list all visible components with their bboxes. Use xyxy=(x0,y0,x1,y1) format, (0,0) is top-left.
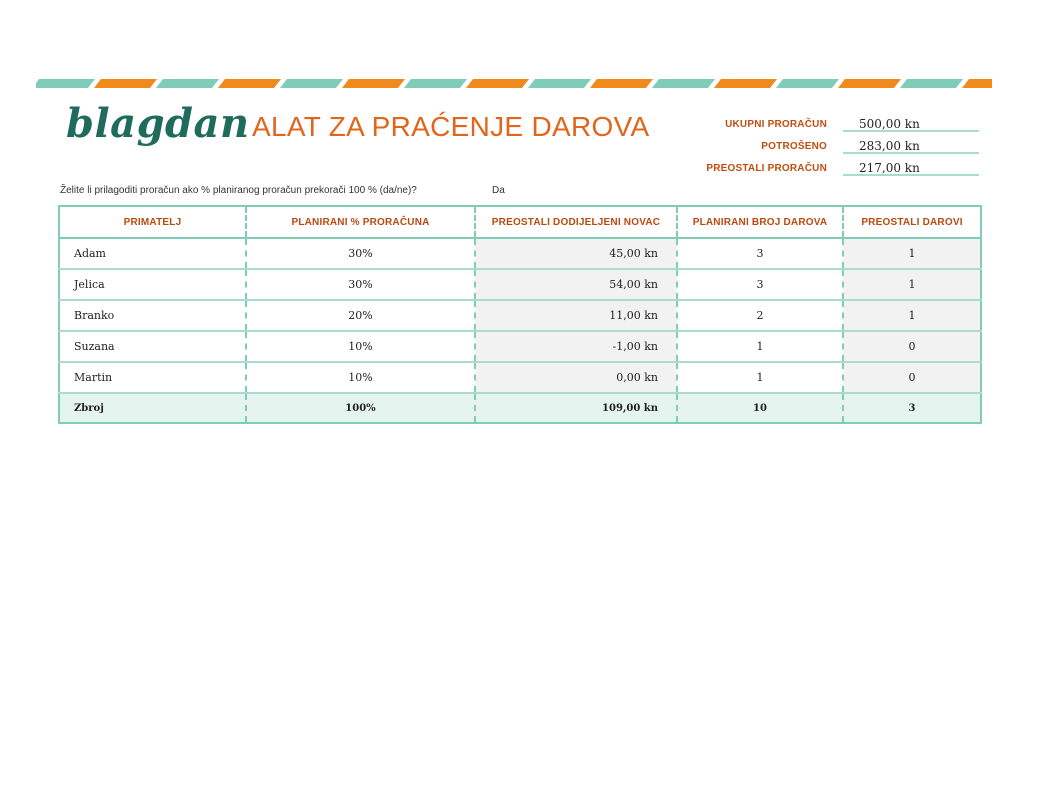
stripe-segment xyxy=(36,79,95,88)
stripe-segment xyxy=(94,79,157,88)
stripe-segment xyxy=(156,79,219,88)
table-total-row xyxy=(59,393,981,423)
remaining-gifts-cell: 1 xyxy=(843,300,981,331)
money-cell: -1,00 kn xyxy=(475,331,677,362)
table-row xyxy=(59,238,981,269)
total-money-cell: 109,00 kn xyxy=(475,393,677,423)
remaining-gifts-cell: 1 xyxy=(843,269,981,300)
planned-gifts-cell[interactable]: 2 xyxy=(677,300,843,331)
stripe-segment xyxy=(652,79,715,88)
recipient-cell[interactable]: Suzana xyxy=(59,331,246,362)
stripe-segment xyxy=(590,79,653,88)
planned-gifts-cell[interactable]: 3 xyxy=(677,238,843,269)
table-row xyxy=(59,362,981,393)
table-header-row xyxy=(59,206,981,238)
remaining-budget-field: 217,00 kn xyxy=(843,160,979,176)
budget-summary xyxy=(700,115,980,181)
remaining-gifts-cell: 0 xyxy=(843,362,981,393)
percent-cell[interactable]: 30% xyxy=(246,238,475,269)
money-cell: 0,00 kn xyxy=(475,362,677,393)
stripe-segment xyxy=(342,79,405,88)
stripe-segment xyxy=(218,79,281,88)
money-cell: 11,00 kn xyxy=(475,300,677,331)
stripe-segment xyxy=(776,79,839,88)
recipient-cell[interactable]: Martin xyxy=(59,362,246,393)
summary-row-remaining xyxy=(700,159,980,181)
decorative-stripe-banner xyxy=(36,79,992,88)
planned-gifts-cell[interactable]: 1 xyxy=(677,331,843,362)
money-cell: 54,00 kn xyxy=(475,269,677,300)
gift-tracker-table xyxy=(58,205,982,424)
column-header-planned-percent[interactable]: PLANIRANI % PRORAČUNA xyxy=(246,206,475,238)
summary-label: POTROŠENO xyxy=(761,141,827,152)
column-header-recipient[interactable]: PRIMATELJ xyxy=(59,206,246,238)
column-header-remaining-money[interactable]: PREOSTALI DODIJELJENI NOVAC xyxy=(475,206,677,238)
money-cell: 45,00 kn xyxy=(475,238,677,269)
remaining-gifts-cell: 1 xyxy=(843,238,981,269)
total-budget-field[interactable]: 500,00 kn xyxy=(843,116,979,132)
total-percent-cell: 100% xyxy=(246,393,475,423)
percent-cell[interactable]: 20% xyxy=(246,300,475,331)
summary-label: UKUPNI PRORAČUN xyxy=(725,119,827,130)
stripe-segment xyxy=(838,79,901,88)
total-remaining-gifts-cell: 3 xyxy=(843,393,981,423)
percent-cell[interactable]: 30% xyxy=(246,269,475,300)
page-title: ALAT ZA PRAĆENJE DAROVA xyxy=(252,111,650,142)
adjust-budget-answer-cell[interactable]: Da xyxy=(492,185,505,196)
column-header-planned-gifts[interactable]: PLANIRANI BROJ DAROVA xyxy=(677,206,843,238)
stripe-segment xyxy=(900,79,963,88)
spent-field: 283,00 kn xyxy=(843,138,979,154)
total-planned-gifts-cell: 10 xyxy=(677,393,843,423)
remaining-gifts-cell: 0 xyxy=(843,331,981,362)
summary-row-total-budget xyxy=(700,115,980,137)
stripe-segment xyxy=(714,79,777,88)
total-label-cell: Zbroj xyxy=(59,393,246,423)
percent-cell[interactable]: 10% xyxy=(246,362,475,393)
planned-gifts-cell[interactable]: 3 xyxy=(677,269,843,300)
table-row xyxy=(59,331,981,362)
planned-gifts-cell[interactable]: 1 xyxy=(677,362,843,393)
stripe-segment xyxy=(528,79,591,88)
stripe-segment xyxy=(280,79,343,88)
table-row xyxy=(59,269,981,300)
summary-row-spent xyxy=(700,137,980,159)
percent-cell[interactable]: 10% xyxy=(246,331,475,362)
adjust-budget-question: Želite li prilagoditi proračun ako % planiranog proračun prekorači 100 % (da/ne)? xyxy=(60,185,417,196)
recipient-cell[interactable]: Jelica xyxy=(59,269,246,300)
stripe-segment xyxy=(466,79,529,88)
recipient-cell[interactable]: Branko xyxy=(59,300,246,331)
brand-logo: blagdan xyxy=(66,100,250,147)
table-row xyxy=(59,300,981,331)
stripe-segment xyxy=(404,79,467,88)
column-header-remaining-gifts[interactable]: PREOSTALI DAROVI xyxy=(843,206,981,238)
summary-label: PREOSTALI PRORAČUN xyxy=(706,163,827,174)
recipient-cell[interactable]: Adam xyxy=(59,238,246,269)
